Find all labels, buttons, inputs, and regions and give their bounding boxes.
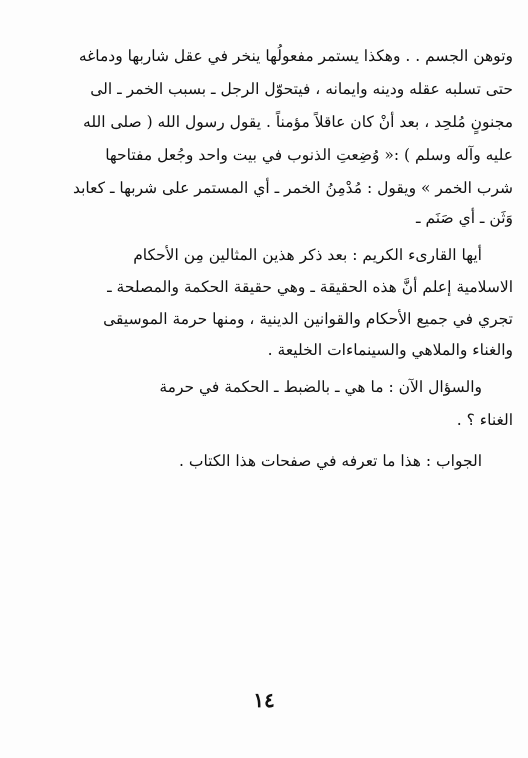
- text-line: عليه وآله وسلم ) :« وُضِعتِ الذنوب في بيت واحد وجُعل مفتاحها: [105, 146, 513, 164]
- text-line: وتوهن الجسم . . وهكذا يستمر مفعولُها ينخر في عقل شاربها ودماغه: [78, 47, 513, 65]
- text-line: شرب الخمر » ويقول : مُدْمِنُ الخمر ـ أي المستمر على شربها ـ كعابد: [72, 179, 513, 197]
- text-line: تجري في جميع الأحكام والقوانين الدينية ، ومنها حرمة الموسيقى: [103, 310, 513, 328]
- page-number: ١٤: [253, 688, 275, 712]
- text-line: مجنونٍ مُلحِد ، بعد أنْ كان عاقلاً مؤمناً . يقول رسول الله ( صلى الله: [83, 113, 513, 131]
- text-line: والغناء والملاهي والسينماءات الخليعة .: [267, 341, 513, 359]
- text-line: أيها القارىء الكريم : بعد ذكر هذين المثالين مِن الأحكام: [133, 246, 482, 264]
- text-line: الجواب : هذا ما تعرفه في صفحات هذا الكتاب .: [179, 452, 482, 470]
- text-line: الاسلامية إعلم أنَّ هذه الحقيقة ـ وهي حقيقة الحكمة والمصلحة ـ: [107, 278, 513, 296]
- text-line: حتى تسلبه عقله ودينه وايمانه ، فيتحوّل الرجل ـ بسبب الخمر ـ الى: [90, 80, 513, 98]
- text-line: الغناء ؟ .: [456, 411, 513, 429]
- text-line: والسؤال الآن : ما هي ـ بالضبط ـ الحكمة في حرمة: [159, 378, 482, 396]
- text-line: وَثَن ـ أي صَنَم ـ: [416, 209, 513, 227]
